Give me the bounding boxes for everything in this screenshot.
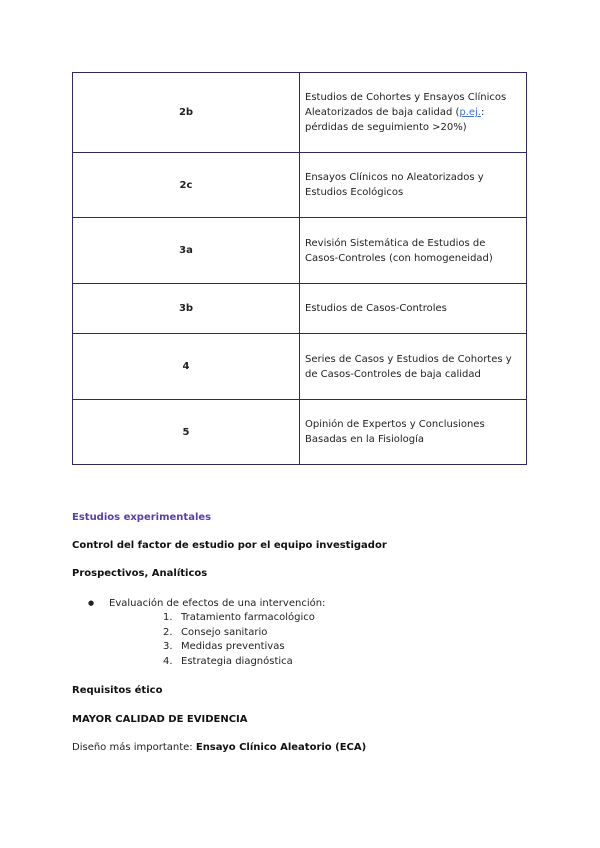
- table-row: [73, 284, 527, 334]
- list-item: [109, 655, 532, 670]
- intervention-list: [72, 596, 532, 669]
- description-cell: [300, 73, 527, 153]
- description-cell: Revisión Sistemática de Estudios de Casos-Controles (con homogeneidad): [300, 218, 527, 284]
- level-cell: 3a: [73, 218, 300, 284]
- list-item: [109, 611, 532, 626]
- list-item: [72, 596, 532, 669]
- table-row: [73, 400, 527, 465]
- description-cell: Series de Casos y Estudios de Cohortes y de Casos-Controles de baja calidad: [300, 334, 527, 400]
- table-row: [73, 73, 527, 153]
- bullet-text: Evaluación de efectos de una intervención:: [109, 598, 326, 609]
- list-number: 1.: [163, 612, 173, 623]
- level-cell: 4: [73, 334, 300, 400]
- table-row: [73, 334, 527, 400]
- evidence-levels-table: [72, 72, 527, 465]
- level-cell: 3b: [73, 284, 300, 334]
- section-heading: Estudios experimentales: [72, 512, 212, 523]
- list-item-text: Medidas preventivas: [181, 641, 285, 653]
- type-heading: Prospectivos, Analíticos: [72, 568, 208, 579]
- list-number: 4.: [163, 655, 173, 667]
- list-item: [109, 640, 532, 655]
- description-cell: Estudios de Casos-Controles: [300, 284, 527, 334]
- table-row: [73, 218, 527, 284]
- list-item: [109, 626, 532, 641]
- control-heading: Control del factor de estudio por el equipo investigador: [72, 540, 387, 551]
- pej-link[interactable]: p.ej.: [459, 107, 482, 118]
- diseno-line: [72, 742, 532, 753]
- description-cell: Ensayos Clínicos no Aleatorizados y Estudios Ecológicos: [300, 153, 527, 218]
- diseno-label: Diseño más importante:: [72, 742, 193, 753]
- list-item-text: Tratamiento farmacológico: [181, 612, 315, 623]
- description-cell: Opinión de Expertos y Conclusiones Basadas en la Fisiología: [300, 400, 527, 465]
- level-cell: 2c: [73, 153, 300, 218]
- description-text: Estudios de Cohortes y Ensayos Clínicos Aleatorizados de baja calidad (: [305, 92, 507, 118]
- diseno-value: Ensayo Clínico Aleatorio (ECA): [195, 742, 367, 753]
- description-text: : pérdidas de seguimiento >20%): [305, 107, 485, 133]
- list-number: 3.: [163, 641, 173, 653]
- level-cell: 2b: [73, 73, 300, 153]
- list-item-text: Estrategia diagnóstica: [181, 655, 293, 667]
- requisitos-heading: Requisitos ético: [72, 685, 163, 696]
- list-item-text: Consejo sanitario: [181, 626, 268, 638]
- list-number: 2.: [163, 626, 173, 638]
- calidad-heading: MAYOR CALIDAD DE EVIDENCIA: [72, 714, 248, 725]
- table-row: [73, 153, 527, 218]
- level-cell: 5: [73, 400, 300, 465]
